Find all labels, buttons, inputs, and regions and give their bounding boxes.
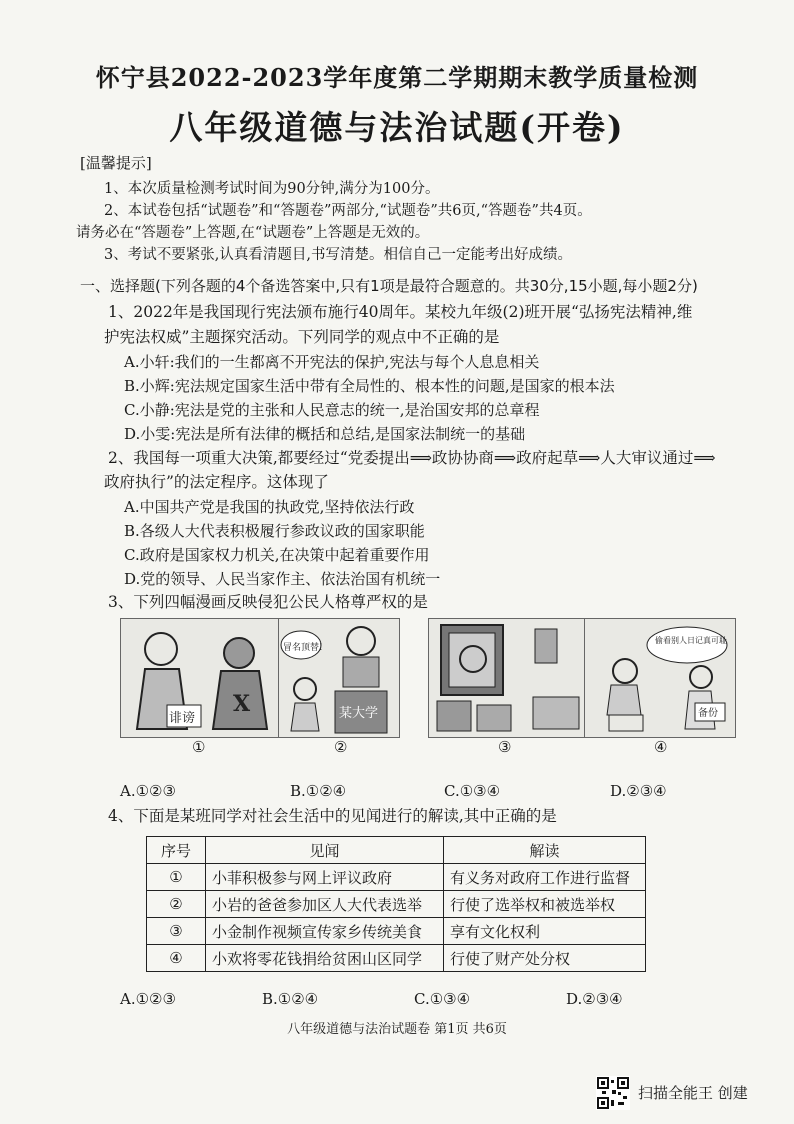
table-cell-interpretation: 行使了财产处分权: [444, 945, 646, 972]
cartoon-4: [584, 618, 736, 738]
q1-option-b: B.小辉:宪法规定国家生活中带有全局性的、根本性的问题,是国家的根本法: [124, 377, 615, 395]
cartoon-1-label: ①: [192, 738, 206, 756]
cartoon-3-drawing: [429, 619, 587, 737]
col-header-news: 见闻: [206, 837, 444, 864]
cartoon-2: [278, 618, 400, 738]
q3-option-b: B.①②④: [290, 782, 347, 800]
q4-table: [146, 836, 646, 972]
col-header-index: 序号: [147, 837, 206, 864]
table-row: [147, 945, 646, 972]
table-cell-news: 小金制作视频宣传家乡传统美食: [206, 918, 444, 945]
q1-option-a: A.小轩:我们的一生都离不开宪法的保护,宪法与每个人息息相关: [124, 353, 540, 371]
q4-option-b: B.①②④: [262, 990, 319, 1008]
q4-stem: 4、下面是某班同学对社会生活中的见闻进行的解读,其中正确的是: [108, 807, 557, 825]
cartoon-3: [428, 618, 588, 738]
q2-option-b: B.各级人大代表积极履行参政议政的国家职能: [124, 522, 425, 540]
q1-option-d: D.小雯:宪法是所有法律的概括和总结,是国家法制统一的基础: [124, 425, 526, 443]
q2-stem-line2: 政府执行”的法定程序。这体现了: [104, 473, 329, 491]
table-row: [147, 891, 646, 918]
q2-stem-line1: 2、我国每一项重大决策,都要经过“党委提出⟹政协协商⟹政府起草⟹人大审议通过⟹: [108, 449, 716, 467]
table-row: [147, 864, 646, 891]
table-cell-interpretation: 享有文化权利: [444, 918, 646, 945]
col-header-interpretation: 解读: [444, 837, 646, 864]
tip-3: 3、考试不要紧张,认真看清题目,书写清楚。相信自己一定能考出好成绩。: [104, 247, 572, 263]
table-cell-interpretation: 行使了选举权和被选举权: [444, 891, 646, 918]
table-row: [147, 918, 646, 945]
q2-option-c: C.政府是国家权力机关,在决策中起着重要作用: [124, 546, 430, 564]
table-cell-index: ①: [147, 864, 206, 891]
cartoon-1-sign: 诽谤: [169, 711, 196, 726]
table-cell-news: 小菲积极参与网上评议政府: [206, 864, 444, 891]
q3-stem: 3、下列四幅漫画反映侵犯公民人格尊严权的是: [108, 593, 428, 611]
cartoon-4-drawing: [585, 619, 735, 737]
tip-1: 1、本次质量检测考试时间为90分钟,满分为100分。: [104, 181, 440, 197]
cartoon-2-drawing: [279, 619, 399, 737]
tip-2: 2、本试卷包括“试题卷”和“答题卷”两部分,“试题卷”共6页,“答题卷”共4页。: [104, 203, 592, 219]
q1-stem-line1: 1、2022年是我国现行宪法颁布施行40周年。某校九年级(2)班开展“弘扬宪法精神,维: [108, 303, 693, 321]
table-cell-interpretation: 有义务对政府工作进行监督: [444, 864, 646, 891]
tips-heading: [温馨提示]: [80, 154, 152, 172]
q3-option-c: C.①③④: [444, 782, 501, 800]
cartoon-4-sign: 备份: [698, 708, 718, 719]
q4-option-c: C.①③④: [414, 990, 471, 1008]
cartoon-1-drawing: [121, 619, 281, 737]
q4-option-a: A.①②③: [120, 990, 176, 1008]
tip-2-cont: 请务必在“答题卷”上答题,在“试题卷”上答题是无效的。: [76, 225, 430, 241]
q3-option-d: D.②③④: [610, 782, 667, 800]
cartoon-2-bubble: 冒名顶替!: [283, 643, 323, 653]
q1-stem-line2: 护宪法权威”主题探究活动。下列同学的观点中不正确的是: [104, 328, 500, 346]
exam-title: 怀宁县2022-2023学年度第二学期期末教学质量检测: [95, 63, 699, 92]
exam-subtitle: 八年级道德与法治试题(开卷): [169, 108, 625, 147]
q2-option-a: A.中国共产党是我国的执政党,坚持依法行政: [124, 498, 415, 516]
table-cell-index: ②: [147, 891, 206, 918]
scanner-brand: 扫描全能王 创建: [638, 1084, 748, 1102]
page-footer: 八年级道德与法治试题卷 第1页 共6页: [287, 1022, 507, 1037]
qr-code-icon: [596, 1076, 630, 1110]
cartoon-4-bubble: 偷看别人日记真可耻: [655, 636, 727, 645]
cartoon-2-sign: 某大学: [339, 706, 379, 721]
table-header-row: [147, 837, 646, 864]
section-1-heading: 一、选择题(下列各题的4个备选答案中,只有1项是最符合题意的。共30分,15小题,每小题2分): [80, 277, 698, 295]
q1-option-c: C.小静:宪法是党的主张和人民意志的统一,是治国安邦的总章程: [124, 401, 540, 419]
table-cell-index: ③: [147, 918, 206, 945]
table-cell-index: ④: [147, 945, 206, 972]
q4-option-d: D.②③④: [566, 990, 623, 1008]
cartoon-4-label: ④: [654, 738, 668, 756]
cartoon-3-label: ③: [498, 738, 512, 756]
svg-text:X: X: [233, 691, 251, 717]
q3-option-a: A.①②③: [120, 782, 176, 800]
table-cell-news: 小欢将零花钱捐给贫困山区同学: [206, 945, 444, 972]
table-cell-news: 小岩的爸爸参加区人大代表选举: [206, 891, 444, 918]
cartoon-2-label: ②: [334, 738, 348, 756]
cartoon-1: [120, 618, 282, 738]
q2-option-d: D.党的领导、人民当家作主、依法治国有机统一: [124, 570, 441, 588]
